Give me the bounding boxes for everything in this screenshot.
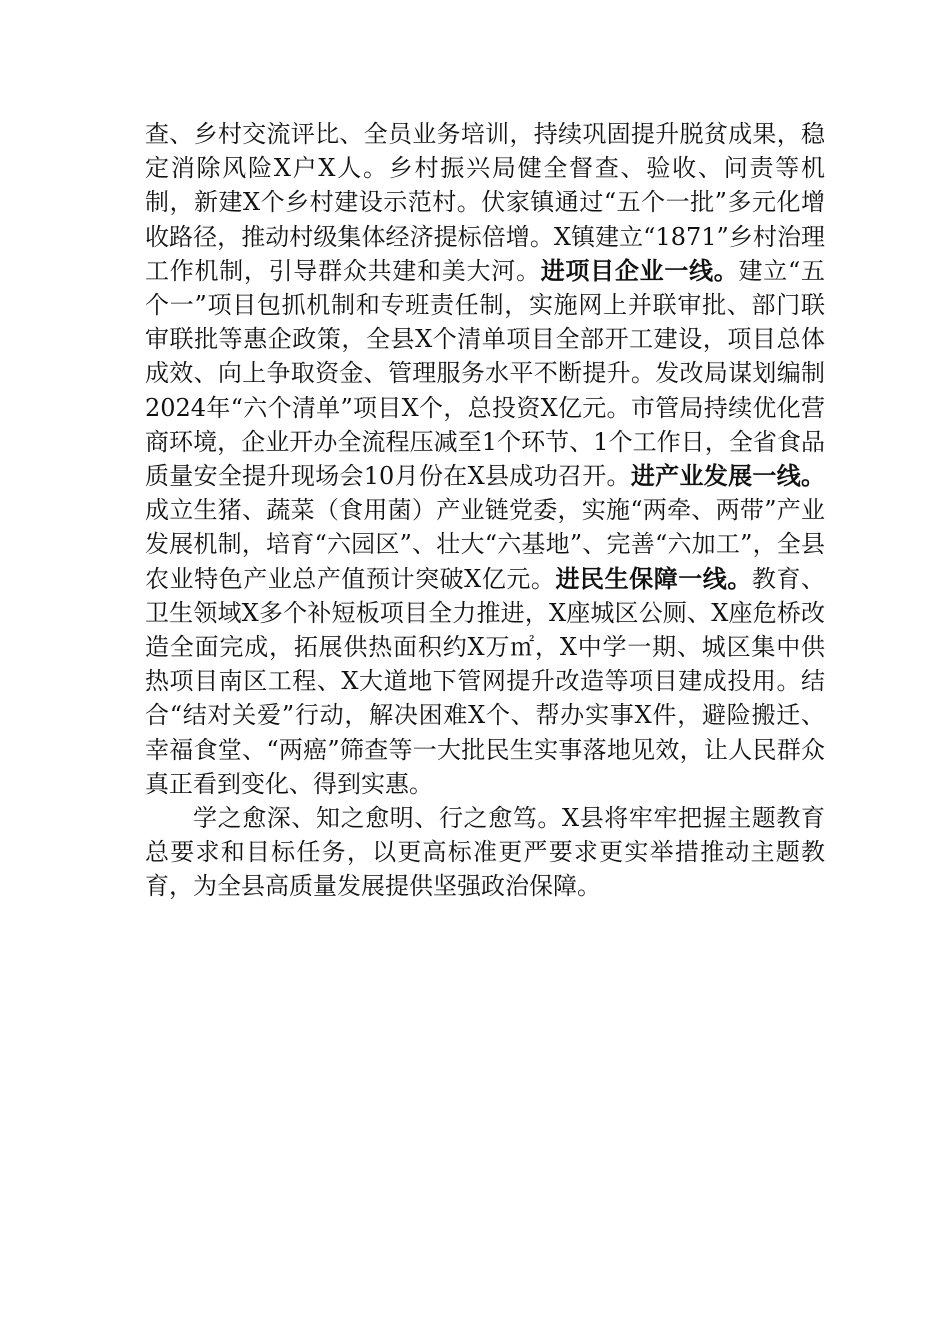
section-heading-projects: 进项目企业一线。	[540, 255, 739, 285]
paragraph-rural-revitalization	[145, 117, 825, 801]
paragraph-conclusion: 学之愈深、知之愈明、行之愈笃。X县将牢牢把握主题教育总要求和目标任务，以更高标准更严要求更实举措推动主题教育，为全县高质量发展提供坚强政治保障。	[145, 804, 825, 901]
paragraph-text: 建立“五个一”项目包抓机制和专班责任制，实施网上并联审批、部门联审联批等惠企政策，全县X个清单项目全部开工建设，项目总体成效、向上争取资金、管理服务水平不断提升。发改局谋划编制2024年“六个清单”项目X个，总投资X亿元。市管局持续优化营商环境，企业开办全流程压减至1个环节、1个工作日，全省食品质量安全提升现场会10月份在X县成功召开。	[145, 256, 825, 491]
section-heading-industry: 进产业发展一线。	[630, 461, 825, 491]
section-heading-livelihood: 进民生保障一线。	[555, 563, 752, 593]
paragraph-text: 教育、卫生领域X多个补短板项目全力推进，X座城区公厕、X座危桥改造全面完成，拓展供热面积约X万㎡，X中学一期、城区集中供热项目南区工程、X大道地下管网提升改造等项目建成投用。结合“结对关爱”行动，解决困难X个、帮办实事X件，避险搬迁、幸福食堂、“两癌”筛查等一大批民生实事落地见效，让人民群众真正看到变化、得到实惠。	[145, 564, 826, 798]
paragraph-text: 查、乡村交流评比、全员业务培训，持续巩固提升脱贫成果，稳定消除风险X户X人。乡村振兴局健全督查、验收、问责等机制，新建X个乡村建设示范村。伏家镇通过“五个一批”多元化增收路径，推动村级集体经济提标倍增。X镇建立“1871”乡村治理工作机制，引导群众共建和美大河。	[145, 120, 825, 285]
paragraph-text: 成立生猪、蔬菜（食用菌）产业链党委，实施“两牵、两带”产业发展机制，培育“六园区”、壮大“六基地”、完善“六加工”，全县农业特色产业总产值预计突破X亿元。	[145, 496, 825, 593]
document-body	[145, 117, 825, 904]
